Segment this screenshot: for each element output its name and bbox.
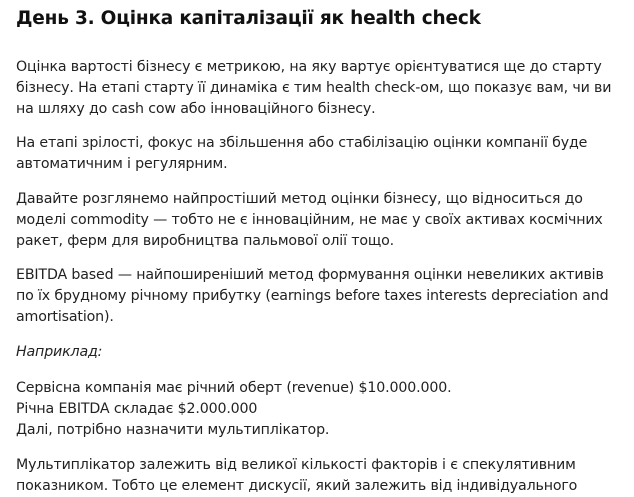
paragraph-line: Сервісна компанія має річний оберт (revenue) $10.000.000. bbox=[16, 380, 452, 396]
paragraph-line: автоматичним і регулярним. bbox=[16, 156, 228, 172]
paragraph-line: Оцінка вартості бізнесу є метрикою, на яку вартує орієнтуватися ще до старту bbox=[16, 59, 602, 75]
paragraph-maturity bbox=[16, 133, 634, 175]
paragraph-line: EBITDA based — найпоширеніший метод формування оцінки невеликих активів bbox=[16, 267, 604, 283]
paragraph-line: Давайте розглянемо найпростіший метод оцінки бізнесу, що відноситься до bbox=[16, 191, 583, 207]
paragraph-line: amortisation). bbox=[16, 309, 114, 325]
paragraph-example bbox=[16, 378, 634, 441]
paragraph-line: на шляху до cash cow або інноваційного бізнесу. bbox=[16, 101, 376, 117]
article-title: День 3. Оцінка капіталізації як health check bbox=[16, 8, 481, 29]
paragraph-line: ракет, ферм для виробництва пальмової олії тощо. bbox=[16, 233, 394, 249]
paragraph-example-label bbox=[16, 342, 634, 363]
paragraph-line: по їх брудному річному прибутку (earnings before taxes interests depreciation and bbox=[16, 288, 609, 304]
paragraph-simple-method bbox=[16, 189, 634, 252]
paragraph-line: бізнесу. На етапі старту її динаміка є тим health check-ом, що показує вам, чи ви bbox=[16, 80, 612, 96]
paragraph-line: Далі, потрібно назначити мультиплікатор. bbox=[16, 422, 330, 438]
paragraph-valuation-metric bbox=[16, 57, 634, 120]
paragraph-line: Наприклад: bbox=[16, 344, 103, 360]
paragraph-multiplier bbox=[16, 455, 634, 497]
paragraph-line: Річна EBITDA складає $2.000.000 bbox=[16, 401, 258, 417]
paragraph-line: Мультиплікатор залежить від великої кількості факторів і є спекулятивним bbox=[16, 457, 576, 473]
paragraph-ebitda-method bbox=[16, 265, 634, 328]
paragraph-line: На етапі зрілості, фокус на збільшення або стабілізацію оцінки компанії буде bbox=[16, 135, 588, 151]
paragraph-line: показником. Тобто це елемент дискусії, який залежить від індивідуального bbox=[16, 478, 578, 494]
paragraph-line: моделі commodity — тобто не є інноваційним, не має у своїх активах космічних bbox=[16, 212, 603, 228]
